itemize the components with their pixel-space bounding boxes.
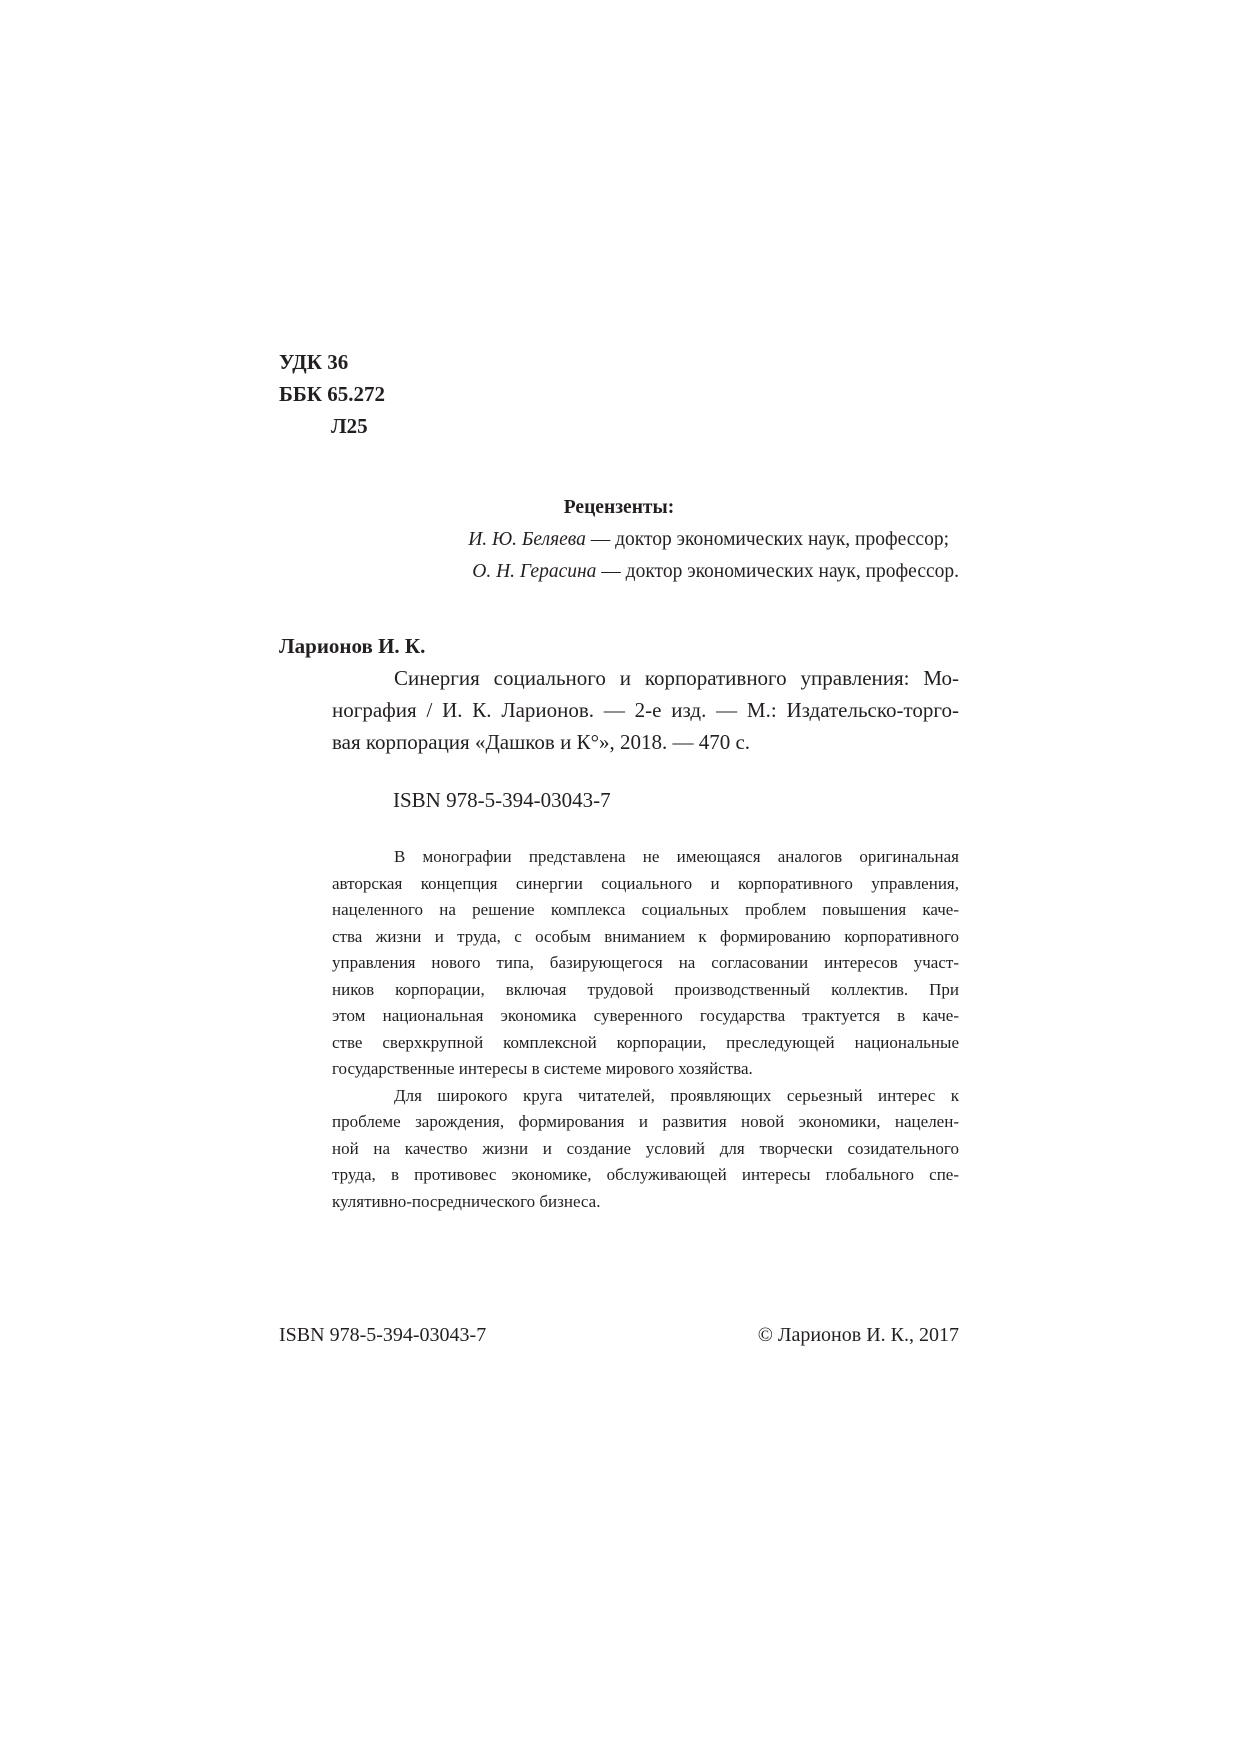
reviewers-heading: Рецензенты: [563,497,675,518]
reviewer-line [279,524,959,556]
reviewer-title: — доктор экономических наук, профессор. [596,561,959,582]
annotation-line: кулятивно-посреднического бизнеса. [332,1191,601,1211]
bbk-code: ББК 65.272 [279,382,385,406]
bibliographic-record [279,630,959,758]
classification-block [279,346,479,442]
reviewers-block [279,492,959,588]
reviewer-line [279,556,959,588]
reviewer-name: И. Ю. Беляева [468,529,586,550]
reviewer-title: — доктор экономических наук, профессор; [585,529,949,550]
annotation-line: нацеленного на решение комплекса социальных проблем повышения каче- [332,900,959,919]
bib-line: Синергия социального и корпоративного управления: Мо- [394,666,959,690]
annotation-block [332,844,959,1215]
bib-isbn: ISBN 978-5-394-03043-7 [393,788,611,812]
author-mark: Л25 [331,414,368,438]
reviewer-name: О. Н. Герасина [472,561,597,582]
bib-line: нография / И. К. Ларионов. — 2-е изд. — М.: Издательско-торго- [332,698,959,722]
annotation-line: авторская концепция синергии социального и корпоративного управления, [332,873,959,893]
bib-author: Ларионов И. К. [279,634,426,658]
annotation-line: ной на качество жизни и создание условий для творчески созидательного [332,1138,959,1158]
annotation-line: Для широкого круга читателей, проявляющих серьезный интерес к [394,1085,959,1105]
annotation-line: ников корпорации, включая трудовой производственный коллектив. При [332,979,959,999]
annotation-line: труда, в противовес экономике, обслуживающей интересы глобального спе- [332,1165,959,1184]
footer-isbn: ISBN 978-5-394-03043-7 [279,1324,487,1346]
annotation-line: государственные интересы в системе мирового хозяйства. [332,1059,753,1078]
bib-line: вая корпорация «Дашков и К°», 2018. — 470 с. [332,730,751,754]
annotation-line: стве сверхкрупной комплексной корпорации, преследующей национальные [332,1032,959,1052]
udk-code: УДК 36 [279,350,349,374]
annotation-line: ства жизни и труда, с особым вниманием к формированию корпоративного [332,926,959,946]
annotation-line: управления нового типа, базирующегося на согласовании интересов участ- [332,953,959,972]
footer-copyright: © Ларионов И. К., 2017 [757,1324,959,1346]
annotation-line: проблеме зарождения, формирования и развития новой экономики, нацелен- [332,1112,959,1131]
annotation-line: этом национальная экономика суверенного государства трактуется в каче- [332,1006,959,1025]
annotation-line: В монографии представлена не имеющаяся аналогов оригинальная [394,847,959,866]
